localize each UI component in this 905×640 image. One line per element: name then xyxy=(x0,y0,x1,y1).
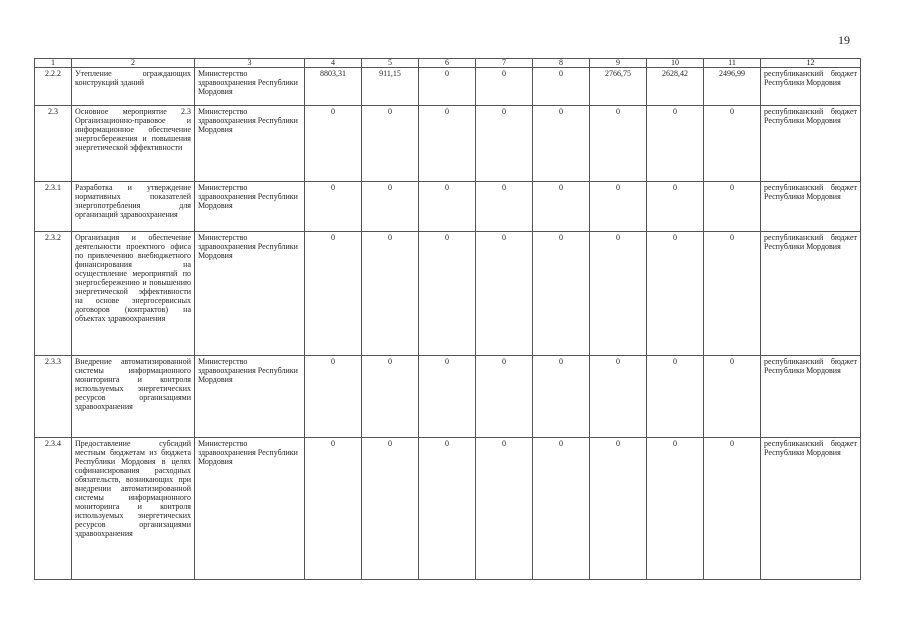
funding-value: 0 xyxy=(305,106,362,182)
column-number-row xyxy=(35,59,861,68)
funding-source: республиканский бюджет Республики Мордовия xyxy=(761,106,861,182)
column-number: 12 xyxy=(761,59,861,68)
funding-value: 2766,75 xyxy=(590,68,647,106)
column-number: 1 xyxy=(35,59,72,68)
funding-value: 8803,31 xyxy=(305,68,362,106)
responsible-executor: Министерство здравоохранения Республики Мордовия xyxy=(195,106,305,182)
funding-value: 0 xyxy=(305,438,362,580)
funding-value: 2496,99 xyxy=(704,68,761,106)
item-number: 2.3.3 xyxy=(35,356,72,438)
item-number: 2.3.4 xyxy=(35,438,72,580)
responsible-executor: Министерство здравоохранения Республики Мордовия xyxy=(195,438,305,580)
funding-value: 0 xyxy=(362,438,419,580)
funding-source: республиканский бюджет Республики Мордовия xyxy=(761,356,861,438)
column-number: 3 xyxy=(195,59,305,68)
table-row xyxy=(35,438,861,580)
funding-source: республиканский бюджет Республики Мордовия xyxy=(761,232,861,356)
item-name: Внедрение автоматизированной системы информационного мониторинга и контроля используемых энергетических ресурсов организациями здравоохранения xyxy=(72,356,195,438)
funding-value: 0 xyxy=(419,68,476,106)
funding-value: 0 xyxy=(647,106,704,182)
column-number: 10 xyxy=(647,59,704,68)
item-number: 2.2.2 xyxy=(35,68,72,106)
funding-value: 0 xyxy=(533,182,590,232)
funding-source: республиканский бюджет Республики Мордовия xyxy=(761,182,861,232)
funding-value: 0 xyxy=(590,182,647,232)
column-number: 2 xyxy=(72,59,195,68)
page-number: 19 xyxy=(838,33,850,47)
column-number: 8 xyxy=(533,59,590,68)
item-name: Предоставление субсидий местным бюджетам из бюджета Республики Мордовия в целях софинансирования расходных обязательств, возникающих при внедрении автоматизированной системы информационного мониторинга и контроля используемых энергетических ресурсов организациями здравоохранения xyxy=(72,438,195,580)
funding-value: 0 xyxy=(419,232,476,356)
funding-value: 0 xyxy=(419,106,476,182)
table-row xyxy=(35,106,861,182)
responsible-executor: Министерство здравоохранения Республики Мордовия xyxy=(195,182,305,232)
column-number: 6 xyxy=(419,59,476,68)
funding-value: 0 xyxy=(533,232,590,356)
funding-value: 0 xyxy=(362,232,419,356)
funding-value: 0 xyxy=(590,356,647,438)
item-name: Основное мероприятие 2.3 Организационно-правовое и информационное обеспечение энергосбережения и повышения энергетической эффективности xyxy=(72,106,195,182)
table-row xyxy=(35,68,861,106)
responsible-executor: Министерство здравоохранения Республики Мордовия xyxy=(195,232,305,356)
funding-value: 0 xyxy=(704,106,761,182)
funding-value: 0 xyxy=(704,356,761,438)
funding-value: 0 xyxy=(590,438,647,580)
funding-value: 2628,42 xyxy=(647,68,704,106)
funding-value: 911,15 xyxy=(362,68,419,106)
funding-value: 0 xyxy=(704,232,761,356)
responsible-executor: Министерство здравоохранения Республики Мордовия xyxy=(195,68,305,106)
item-name: Разработка и утверждение нормативных показателей энергопотребления для организаций здравоохранения xyxy=(72,182,195,232)
funding-value: 0 xyxy=(362,106,419,182)
funding-value: 0 xyxy=(704,438,761,580)
responsible-executor: Министерство здравоохранения Республики Мордовия xyxy=(195,356,305,438)
funding-value: 0 xyxy=(476,232,533,356)
column-number: 7 xyxy=(476,59,533,68)
funding-value: 0 xyxy=(305,232,362,356)
funding-value: 0 xyxy=(590,106,647,182)
column-number: 4 xyxy=(305,59,362,68)
funding-source: республиканский бюджет Республики Мордовия xyxy=(761,438,861,580)
column-number: 5 xyxy=(362,59,419,68)
table-row xyxy=(35,232,861,356)
funding-value: 0 xyxy=(419,356,476,438)
funding-value: 0 xyxy=(647,232,704,356)
funding-value: 0 xyxy=(647,182,704,232)
table-row xyxy=(35,356,861,438)
item-name: Утепление ограждающих конструкций зданий xyxy=(72,68,195,106)
item-number: 2.3 xyxy=(35,106,72,182)
funding-value: 0 xyxy=(476,438,533,580)
table-row xyxy=(35,182,861,232)
funding-value: 0 xyxy=(305,182,362,232)
funding-value: 0 xyxy=(476,356,533,438)
measures-table xyxy=(34,58,861,580)
funding-value: 0 xyxy=(533,438,590,580)
funding-value: 0 xyxy=(647,438,704,580)
funding-value: 0 xyxy=(476,106,533,182)
funding-value: 0 xyxy=(590,232,647,356)
funding-value: 0 xyxy=(476,182,533,232)
column-number: 11 xyxy=(704,59,761,68)
column-number: 9 xyxy=(590,59,647,68)
funding-value: 0 xyxy=(533,106,590,182)
funding-value: 0 xyxy=(533,356,590,438)
funding-value: 0 xyxy=(533,68,590,106)
funding-value: 0 xyxy=(362,182,419,232)
funding-value: 0 xyxy=(647,356,704,438)
funding-value: 0 xyxy=(704,182,761,232)
item-name: Организация и обеспечение деятельности проектного офиса по привлечению внебюджетного финансирования на осуществление мероприятий по энергосбережению и повышению энергетической эффективности на основе энергосервисных договоров (контрактов) на объектах здравоохранения xyxy=(72,232,195,356)
funding-value: 0 xyxy=(419,438,476,580)
funding-value: 0 xyxy=(419,182,476,232)
funding-value: 0 xyxy=(305,356,362,438)
funding-source: республиканский бюджет Республики Мордовия xyxy=(761,68,861,106)
funding-value: 0 xyxy=(476,68,533,106)
item-number: 2.3.2 xyxy=(35,232,72,356)
item-number: 2.3.1 xyxy=(35,182,72,232)
funding-value: 0 xyxy=(362,356,419,438)
